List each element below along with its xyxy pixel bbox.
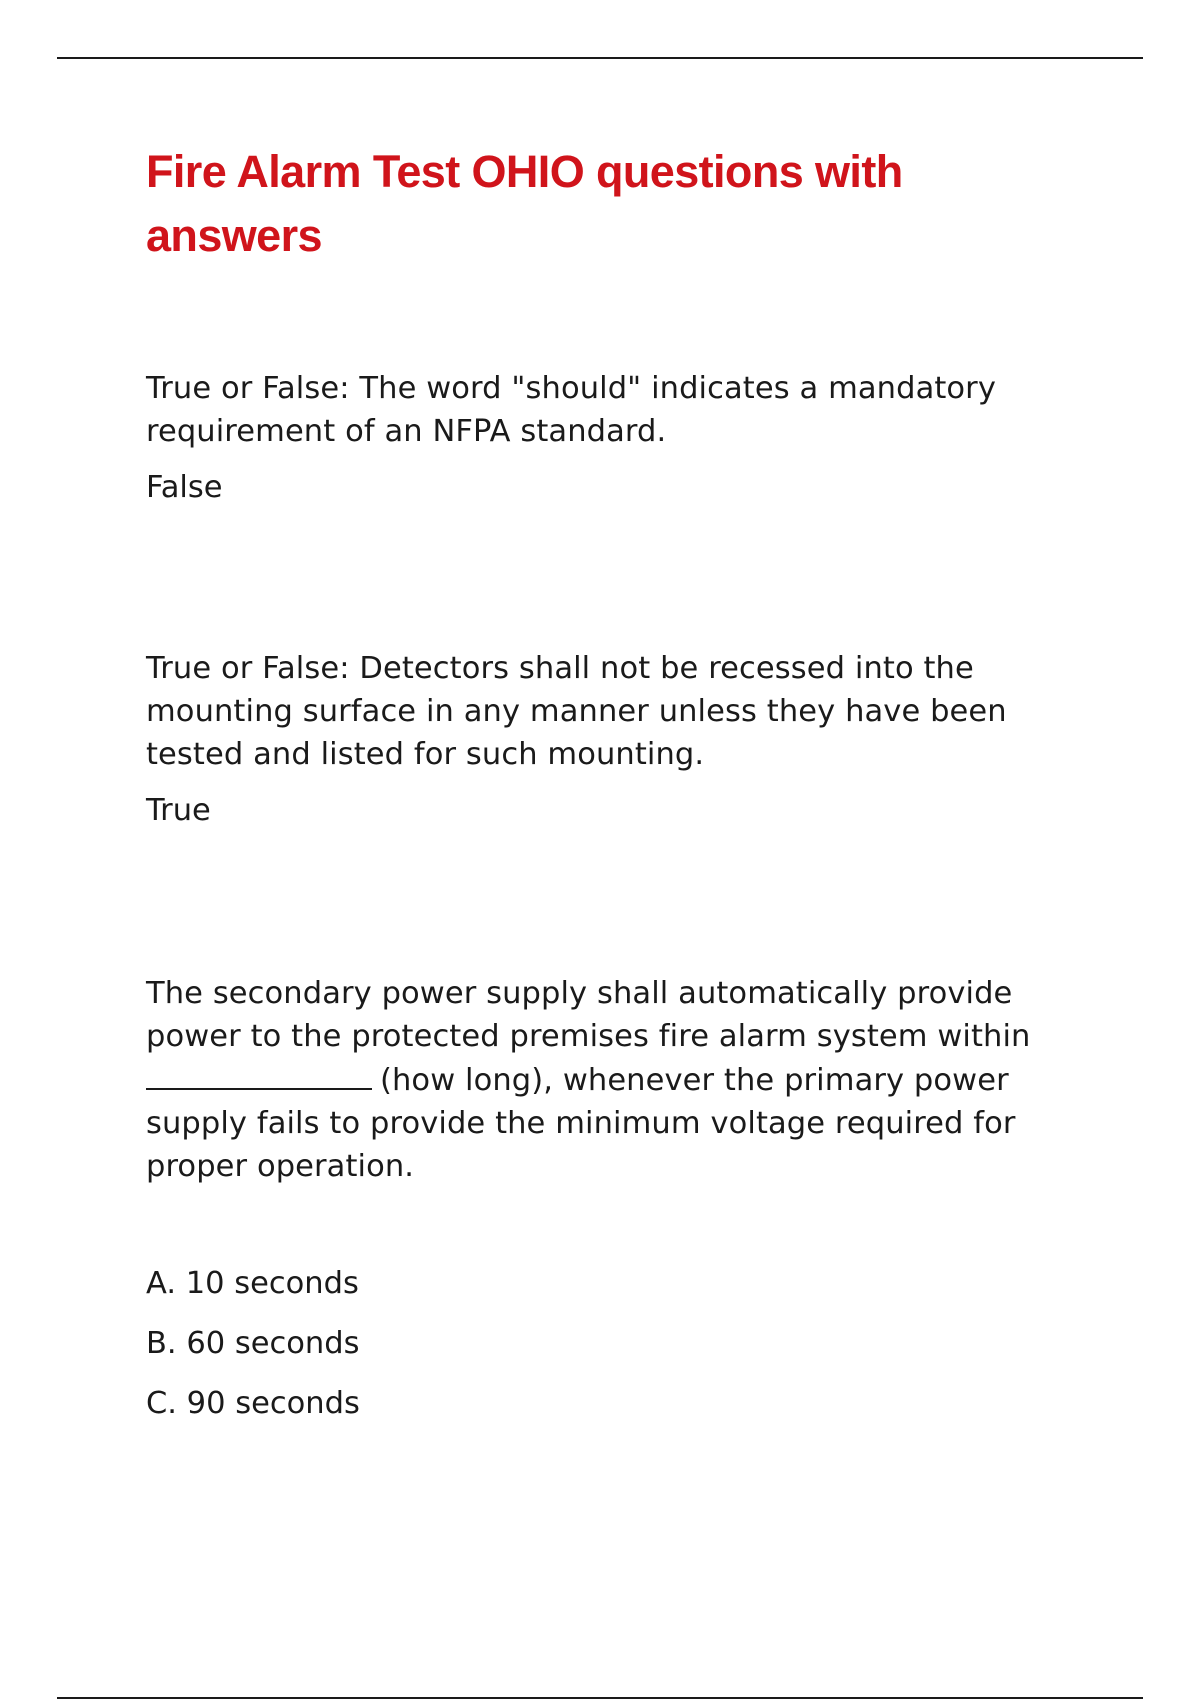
question-block-2 (146, 647, 1086, 832)
question-block-1 (146, 367, 1086, 509)
question-text: True or False: Detectors shall not be recessed into the mounting surface in any manner unless they have been tested and listed for such mounting. (146, 651, 1007, 772)
document-title: Fire Alarm Test OHIO questions with answers (146, 146, 903, 261)
top-divider (57, 57, 1143, 59)
question-block-3 (146, 972, 1086, 1188)
option-c: C. 90 seconds (146, 1386, 360, 1421)
option-b: B. 60 seconds (146, 1326, 360, 1361)
question-text (146, 972, 1086, 1188)
question-text-before-blank: The secondary power supply shall automatically provide power to the protected premises fire alarm system within (146, 976, 1031, 1054)
fill-in-blank (146, 1058, 372, 1090)
answer-text: False (146, 470, 223, 505)
answer-text: True (146, 793, 211, 828)
bottom-divider (57, 1697, 1143, 1699)
answer-options (146, 1262, 360, 1442)
option-a: A. 10 seconds (146, 1266, 359, 1301)
question-text-after-blank: (how long), whenever the primary power supply fails to provide the minimum voltage required for proper operation. (146, 1063, 1016, 1184)
question-text: True or False: The word "should" indicates a mandatory requirement of an NFPA standard. (146, 371, 996, 449)
